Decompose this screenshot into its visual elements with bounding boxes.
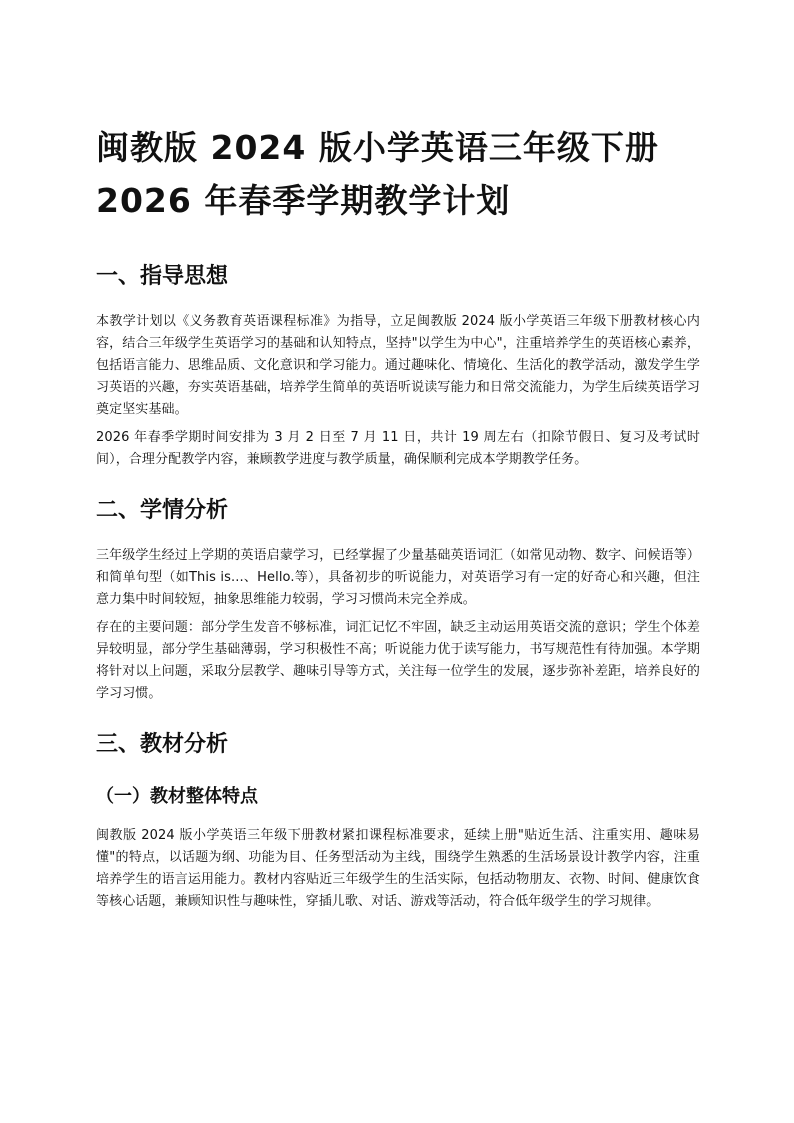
section-heading-student-analysis: 二、学情分析 bbox=[96, 498, 229, 523]
section-heading-textbook-analysis: 三、教材分析 bbox=[96, 732, 229, 757]
document-title-line-2: 2026 年春季学期教学计划 bbox=[96, 181, 511, 220]
paragraph-guiding-ideology-1: 本教学计划以《义务教育英语课程标准》为指导，立足闽教版 2024 版小学英语三年级下册教材核心内容，结合三年级学生英语学习的基础和认知特点，坚持"以学生为中心"，注重培养学生的英语核心素养，包括语言能力、思维品质、文化意识和学习能力。通过趣味化、情境化、生活化的教学活动，激发学生学习英语的兴趣，夯实英语基础，培养学生简单的英语听说读写能力和日常交流能力，为学生后续英语学习奠定坚实基础。 bbox=[96, 314, 700, 417]
paragraph-student-analysis-1: 三年级学生经过上学期的英语启蒙学习，已经掌握了少量基础英语词汇（如常见动物、数字、问候语等）和简单句型（如This is...、Hello.等），具备初步的听说能力，对英语学习有一定的好奇心和兴趣，但注意力集中时间较短，抽象思维能力较弱，学习习惯尚未完全养成。 bbox=[96, 548, 700, 607]
paragraph-textbook-features-1: 闽教版 2024 版小学英语三年级下册教材紧扣课程标准要求，延续上册"贴近生活、注重实用、趣味易懂"的特点，以话题为纲、功能为目、任务型活动为主线，围绕学生熟悉的生活场景设计教学内容，注重培养学生的语言运用能力。教材内容贴近三年级学生的生活实际，包括动物朋友、衣物、时间、健康饮食等核心话题，兼顾知识性与趣味性，穿插儿歌、对话、游戏等活动，符合低年级学生的学习规律。 bbox=[96, 828, 700, 909]
document-title-line-1: 闽教版 2024 版小学英语三年级下册 bbox=[96, 128, 659, 167]
section-heading-guiding-ideology: 一、指导思想 bbox=[96, 264, 229, 289]
paragraph-guiding-ideology-2: 2026 年春季学期时间安排为 3 月 2 日至 7 月 11 日，共计 19 周左右（扣除节假日、复习及考试时间），合理分配教学内容，兼顾教学进度与教学质量，确保顺利完成本学期教学任务。 bbox=[96, 430, 700, 467]
document-title bbox=[96, 121, 700, 227]
paragraph-student-analysis-2: 存在的主要问题：部分学生发音不够标准，词汇记忆不牢固，缺乏主动运用英语交流的意识；学生个体差异较明显，部分学生基础薄弱，学习积极性不高；听说能力优于读写能力，书写规范性有待加强。本学期将针对以上问题，采取分层教学、趣味引导等方式，关注每一位学生的发展，逐步弥补差距，培养良好的学习习惯。 bbox=[96, 620, 700, 701]
subheading-textbook-features: （一）教材整体特点 bbox=[96, 786, 258, 807]
